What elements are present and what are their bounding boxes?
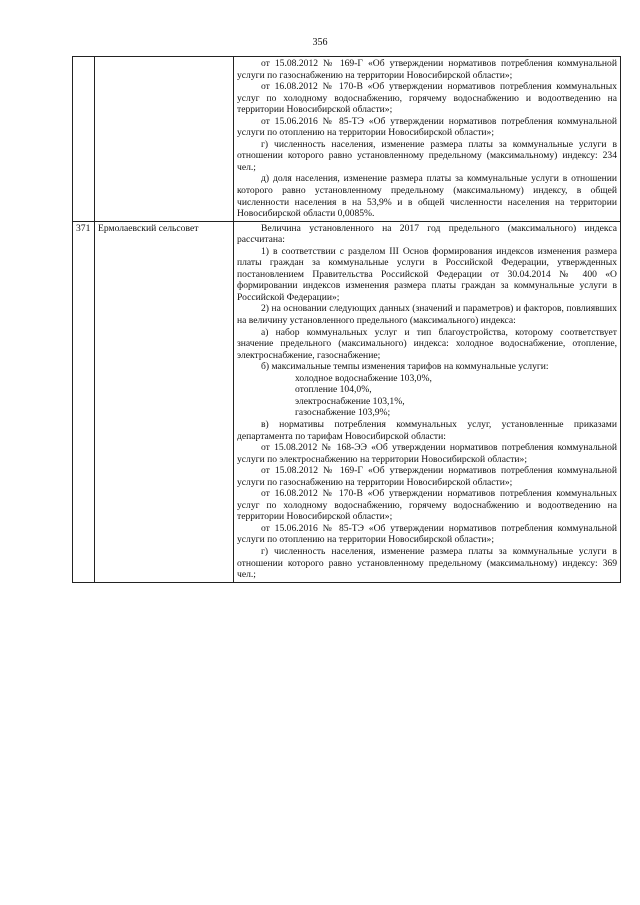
paragraph: 2) на основании следующих данных (значений и параметров) и факторов, повлиявших на величину установленного предельного (максимального) индекса: [237, 303, 617, 327]
paragraph: от 15.08.2012 № 169-Г «Об утверждении нормативов потребления коммунальной услуги по газоснабжению на территории Новосибирской области»; [237, 465, 617, 488]
row-number-cell: 371 [73, 221, 95, 582]
paragraph: от 16.08.2012 № 170-В «Об утверждении нормативов потребления коммунальных услуг по холодному водоснабжению, горячему водоснабжению и водоотведению на территории Новосибирской области»; [237, 81, 617, 116]
page-number: 356 [312, 37, 328, 48]
municipality-name-cell: Ермолаевский сельсовет [95, 221, 234, 582]
paragraph: б) максимальные темпы изменения тарифов на коммунальные услуги: [261, 361, 549, 373]
tariff-line: газоснабжение 103,9%; [295, 407, 391, 419]
index-table [72, 56, 621, 583]
tariff-line: электроснабжение 103,1%, [295, 395, 405, 407]
paragraph: 1) в соответствии с разделом III Основ формирования индексов изменения размера платы граждан за коммунальные услуги в Российской Федерации, утвержденных постановлением Правительства Российской Федерации от 30.04.2014 № 400 «О формировании индексов изменения размера платы граждан за коммунальные услуги в Российской Федерации»; [237, 245, 617, 303]
paragraph: д) доля населения, изменение размера платы за коммунальные услуги в отношении которого равно установленному предельному (максимальному) индексу, в общей численности населения в на 53,9% и в общей численности населения на территории Новосибирской области 0,0085%. [237, 173, 617, 220]
index-description-cell [234, 57, 621, 222]
paragraph: а) набор коммунальных услуг и тип благоустройства, которому соответствует значение предельного (максимального) индекса: холодное водоснабжение, отопление, электроснабжение, газоснабжение; [237, 326, 617, 361]
paragraph: от 15.08.2012 № 168-ЭЭ «Об утверждении нормативов потребления коммунальной услуги по электроснабжению на территории Новосибирской области»; [237, 442, 617, 465]
tariff-line: холодное водоснабжение 103,0%, [295, 372, 432, 384]
table-row [73, 221, 621, 582]
paragraph: от 15.06.2016 № 85-ТЭ «Об утверждении нормативов потребления коммунальной услуги по отоплению на территории Новосибирской области»; [237, 115, 617, 139]
paragraph: г) численность населения, изменение размера платы за коммунальные услуги в отношении которого равно установленному предельному (максимальному) индексу: 369 чел.; [237, 545, 617, 581]
table-row [73, 57, 621, 222]
paragraph: Величина установленного на 2017 год предельного (максимального) индекса рассчитана: [237, 222, 617, 246]
paragraph: от 16.08.2012 № 170-В «Об утверждении нормативов потребления коммунальных услуг по холодному водоснабжению, горячему водоснабжению и водоотведению на территории Новосибирской области»; [237, 488, 617, 523]
index-description-cell [234, 221, 621, 582]
paragraph: г) численность населения, изменение размера платы за коммунальные услуги в отношении которого равно установленному предельному (максимальному) индексу: 234 чел.; [237, 138, 617, 173]
paragraph: от 15.08.2012 № 169-Г «Об утверждении нормативов потребления коммунальной услуги по газоснабжению на территории Новосибирской области»; [237, 58, 617, 81]
paragraph: в) нормативы потребления коммунальных услуг, установленные приказами департамента по тарифам Новосибирской области: [237, 418, 617, 442]
row-number-cell [73, 57, 95, 222]
paragraph: от 15.06.2016 № 85-ТЭ «Об утверждении нормативов потребления коммунальной услуги по отоплению на территории Новосибирской области»; [237, 522, 617, 546]
tariff-line: отопление 104,0%, [295, 384, 372, 396]
municipality-name-cell [95, 57, 234, 222]
